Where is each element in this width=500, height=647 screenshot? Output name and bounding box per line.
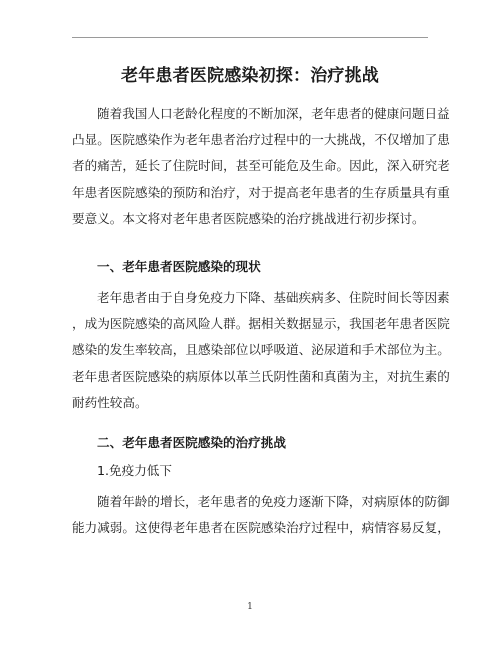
paragraph-line: 者的痛苦，延长了住院时间，甚至可能危及生命。因此，深入研究老 (72, 158, 450, 174)
paragraph-line: ，成为医院感染的高风险人群。据相关数据显示，我国老年患者医院 (72, 316, 450, 332)
paragraph-line: 要意义。本文将对老年患者医院感染的治疗挑战进行初步探讨。 (72, 210, 425, 226)
page-number: 1 (247, 602, 253, 612)
paragraph-line: 能力减弱。这使得老年患者在医院感染治疗过程中，病情容易反复， (72, 520, 450, 536)
section-heading-2: 二、老年患者医院感染的治疗挑战 (97, 435, 286, 450)
header-rule (72, 37, 428, 38)
intro-paragraph (72, 101, 450, 232)
paragraph-line: 凸显。医院感染作为老年患者治疗过程中的一大挑战，不仅增加了患 (72, 132, 450, 148)
paragraph-line: 随着年龄的增长，老年患者的免疫力逐渐下降，对病原体的防御 (97, 494, 450, 509)
paragraph-line: 老年患者由于自身免疫力下降、基础疾病多、住院时间长等因素 (97, 290, 450, 305)
paragraph-line: 年患者医院感染的预防和治疗，对于提高老年患者的生存质量具有重 (72, 184, 450, 200)
section-heading-1: 一、老年患者医院感染的现状 (97, 259, 261, 274)
paragraph-line: 老年患者医院感染的病原体以革兰氏阴性菌和真菌为主，对抗生素的 (72, 368, 450, 384)
document-title: 老年患者医院感染初探：治疗挑战 (121, 66, 379, 86)
paragraph-line: 耐药性较高。 (72, 394, 148, 410)
subsection1-paragraph (72, 489, 450, 541)
subsection-heading-1: 1.免疫力低下 (97, 463, 172, 478)
section1-paragraph (72, 285, 450, 416)
paragraph-line: 随着我国人口老龄化程度的不断加深，老年患者的健康问题日益 (97, 106, 450, 121)
paragraph-line: 感染的发生率较高，且感染部位以呼吸道、泌尿道和手术部位为主。 (72, 342, 450, 358)
